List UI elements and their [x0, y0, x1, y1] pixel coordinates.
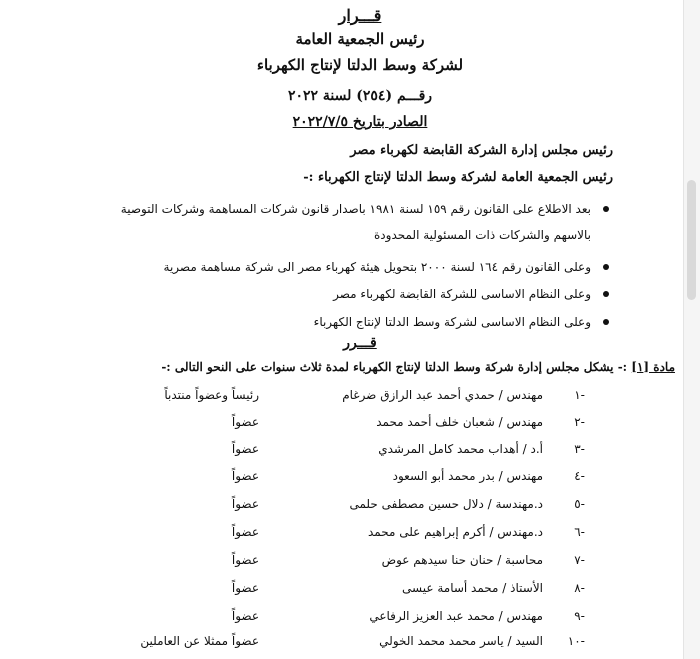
consideration-item [81, 315, 591, 329]
consideration-item [81, 287, 591, 301]
bullet-icon [603, 206, 609, 212]
article-1 [161, 360, 675, 374]
decision-number: رقـــم (٢٥٤) لسنة ٢٠٢٢ [287, 88, 433, 104]
article-text: :- يشكل مجلس إدارة شركة وسط الدلتا لإنتاج الكهرباء لمدة ثلاث سنوات على النحو التالى :- [161, 360, 632, 374]
issuer-title: رئيس الجمعية العامة [295, 30, 425, 48]
bullet-icon [603, 264, 609, 270]
scrollbar-thumb[interactable] [687, 180, 696, 300]
decides-heading: قـــرر [343, 335, 377, 351]
member-row [0, 388, 683, 410]
member-name: مهندس / حمدي أحمد عبد الرازق ضرغام [342, 388, 543, 402]
member-row [0, 525, 683, 547]
member-row [0, 415, 683, 437]
member-number: -٥ [574, 497, 585, 511]
member-number: -١٠ [567, 634, 585, 648]
bullet-icon [603, 319, 609, 325]
member-number: -٢ [574, 415, 585, 429]
member-role: عضواً ممثلا عن العاملين [140, 634, 259, 648]
member-role: رئيساً وعضواً منتدباً [164, 388, 259, 402]
consideration-text: وعلى النظام الاساسى للشركة القابضة لكهرباء مصر [333, 287, 591, 301]
member-number: -٧ [574, 553, 585, 567]
member-row [0, 497, 683, 519]
member-row [0, 609, 683, 631]
decision-title: قـــرار [338, 6, 382, 25]
member-name: د.مهندسة / دلال حسين مصطفى حلمى [349, 497, 543, 511]
bullet-icon [603, 291, 609, 297]
consideration-text: وعلى القانون رقم ١٦٤ لسنة ٢٠٠٠ بتحويل هيئة كهرباء مصر الى شركة مساهمة مصرية [163, 260, 591, 274]
member-role: عضواً [231, 525, 259, 539]
member-number: -٦ [574, 525, 585, 539]
company-title: لشركة وسط الدلتا لإنتاج الكهرباء [256, 56, 464, 74]
member-name: مهندس / محمد عبد العزيز الرفاعي [369, 609, 543, 623]
member-number: -٩ [574, 609, 585, 623]
member-name: محاسبة / حنان حنا سيدهم عوض [381, 553, 543, 567]
member-row [0, 634, 683, 656]
member-name: مهندس / شعبان خلف أحمد محمد [376, 415, 543, 429]
member-name: الأستاذ / محمد أسامة عيسى [402, 581, 543, 595]
member-role: عضواً [231, 553, 259, 567]
member-number: -٤ [574, 469, 585, 483]
consideration-text: وعلى النظام الاساسى لشركة وسط الدلتا لإنتاج الكهرباء [313, 315, 591, 329]
member-role: عضواً [231, 442, 259, 456]
member-number: -٣ [574, 442, 585, 456]
member-number: -١ [574, 388, 585, 402]
member-name: د.مهندس / أكرم إبراهيم على محمد [367, 525, 543, 539]
consideration-item [81, 202, 591, 216]
member-row [0, 442, 683, 464]
decision-date: الصادر بتاريخ ٢٠٢٢/٧/٥ [292, 114, 428, 130]
vertical-scrollbar[interactable] [684, 0, 700, 659]
consideration-continuation: بالاسهم والشركات ذات المسئولية المحدودة [374, 228, 591, 242]
member-role: عضواً [231, 415, 259, 429]
member-row [0, 581, 683, 603]
member-role: عضواً [231, 609, 259, 623]
member-name: مهندس / بدر محمد أبو السعود [392, 469, 543, 483]
consideration-text: بعد الاطلاع على القانون رقم ١٥٩ لسنة ١٩٨١ باصدار قانون شركات المساهمة وشركات التوصية [120, 202, 591, 216]
consideration-item [81, 260, 591, 274]
member-name: السيد / ياسر محمد محمد الخولي [379, 634, 543, 648]
member-role: عضواً [231, 469, 259, 483]
member-role: عضواً [231, 581, 259, 595]
member-number: -٨ [574, 581, 585, 595]
member-row [0, 469, 683, 491]
preamble-line-1: رئيس مجلس إدارة الشركة القابضة لكهرباء مصر [350, 143, 613, 158]
article-label: مادة [١] [631, 360, 675, 374]
member-name: أ.د / أهداب محمد كامل المرشدي [378, 442, 543, 456]
preamble-line-2: رئيس الجمعية العامة لشركة وسط الدلتا لإنتاج الكهرباء :- [303, 170, 613, 185]
member-row [0, 553, 683, 575]
member-role: عضواً [231, 497, 259, 511]
